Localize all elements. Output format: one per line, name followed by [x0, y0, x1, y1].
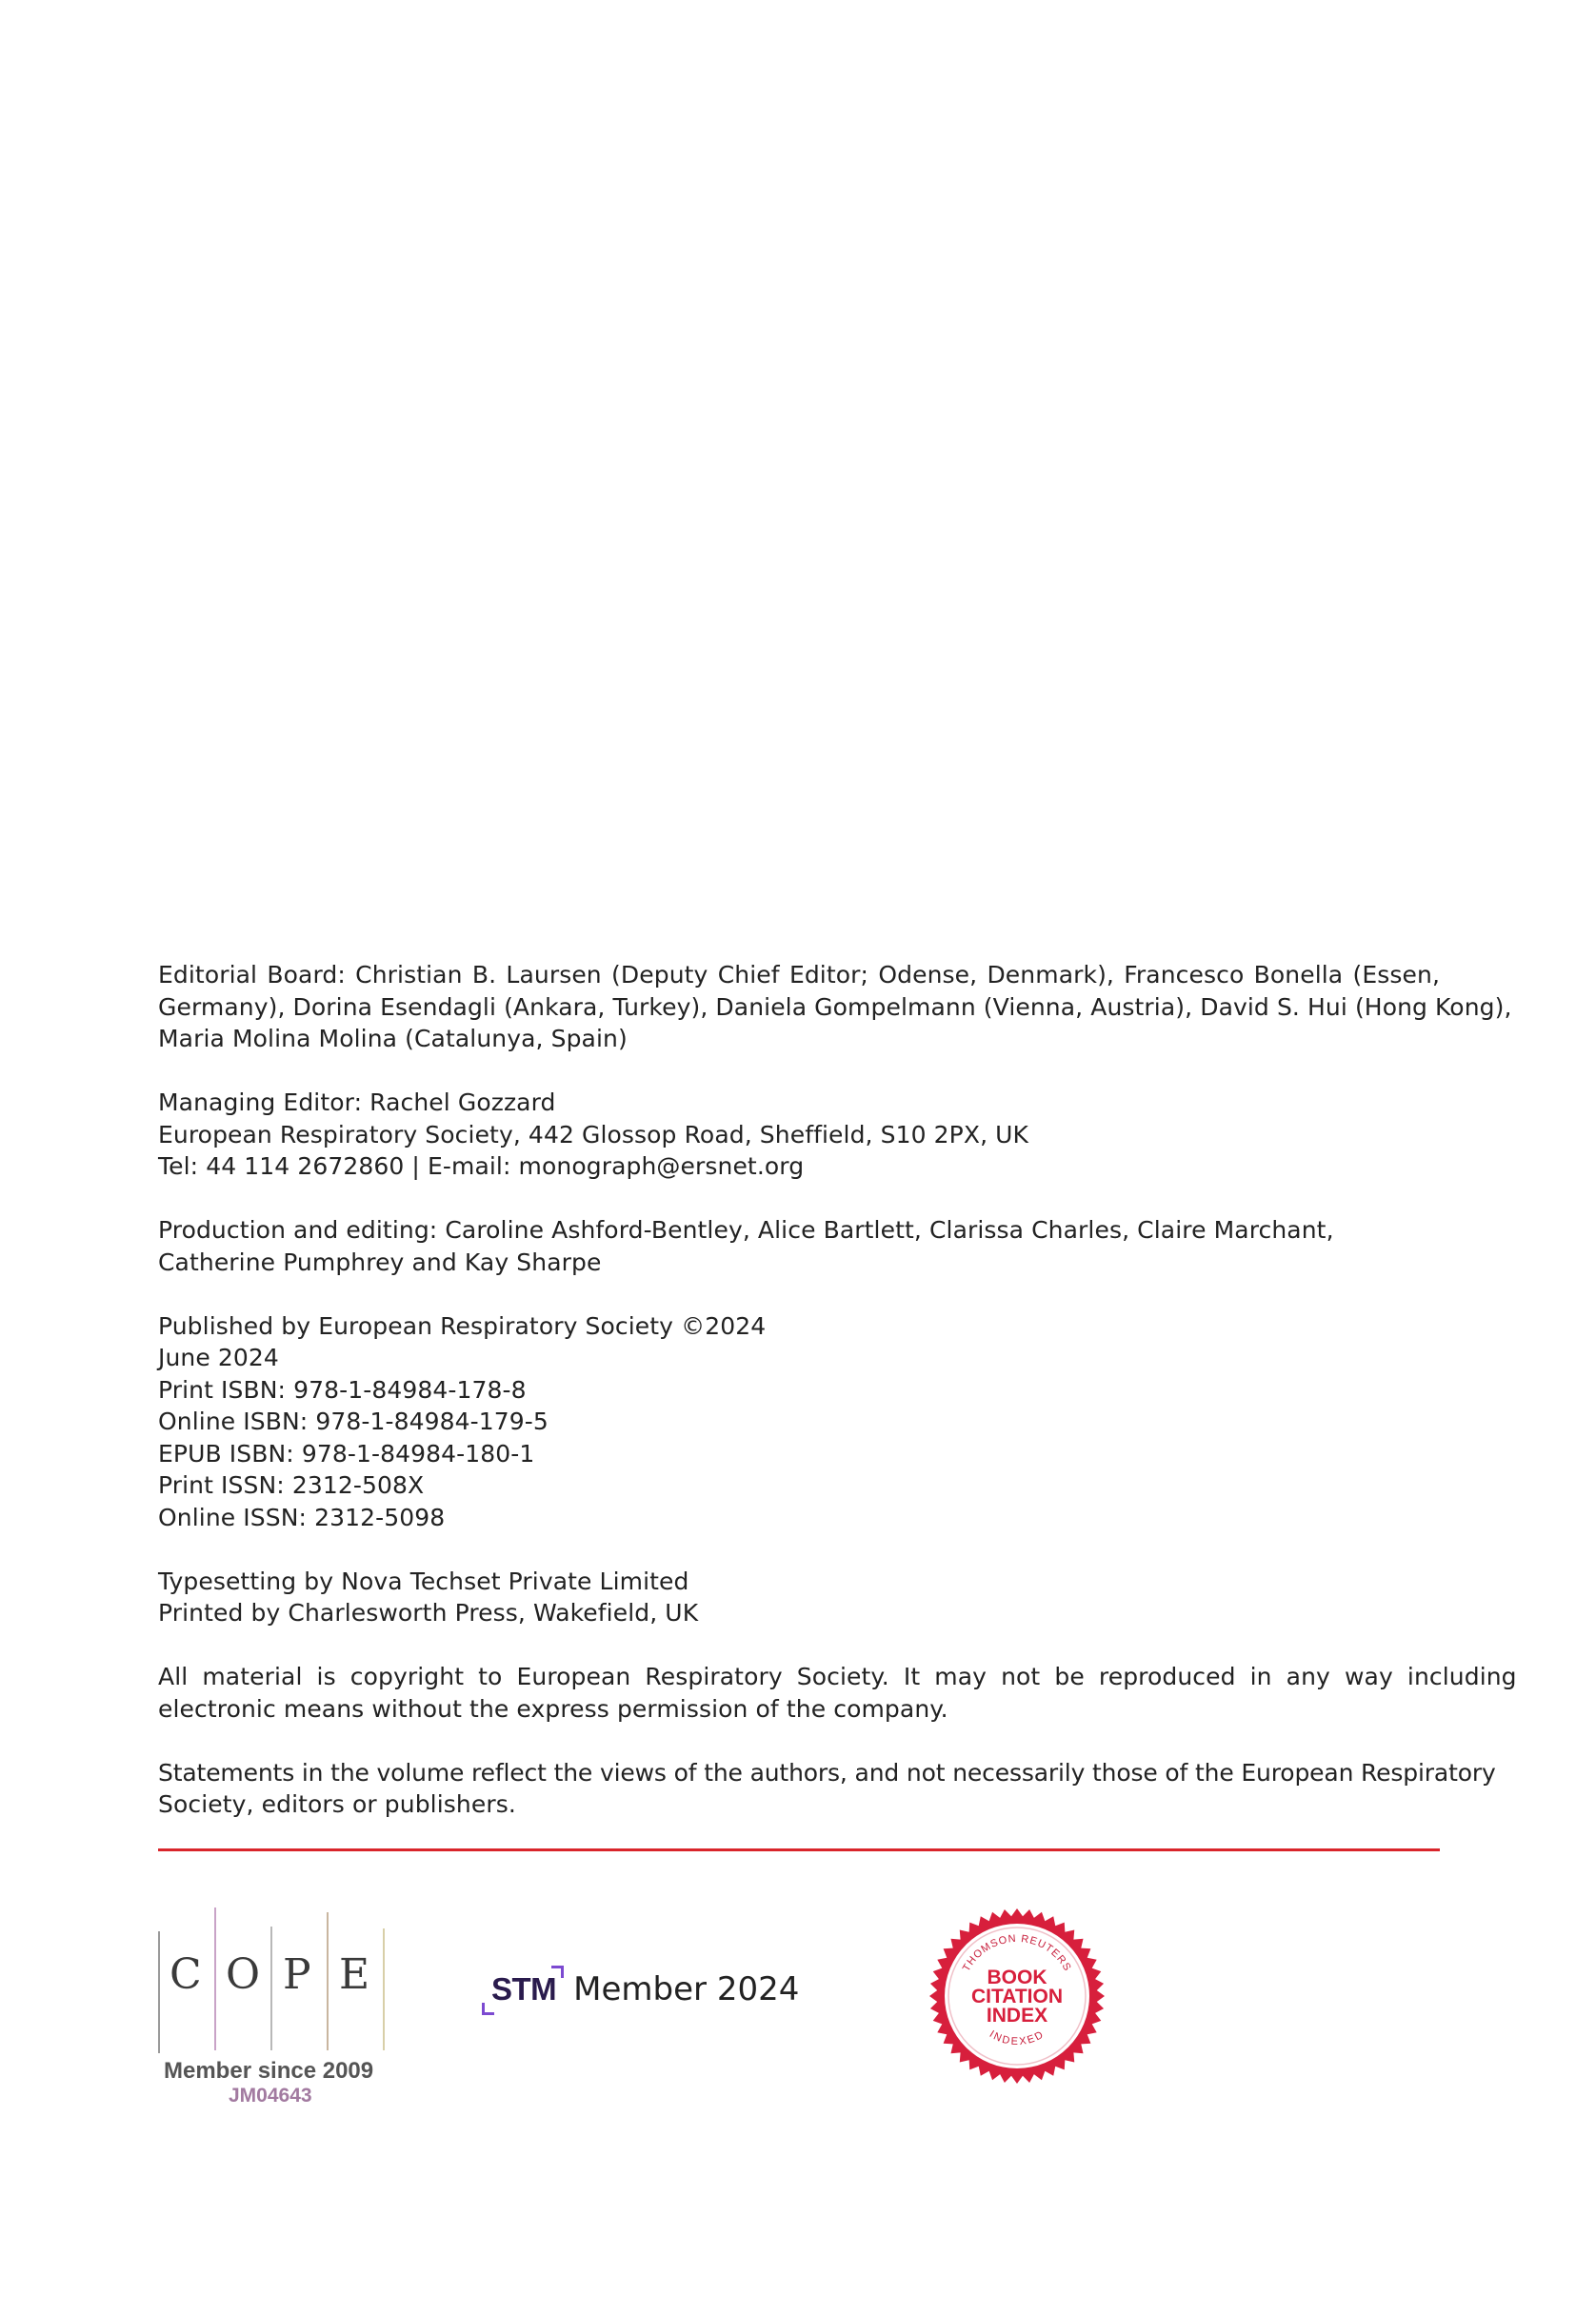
stm-mark-text: STM [491, 1971, 557, 2007]
published-by: Published by European Respiratory Society ©2024 [158, 1311, 767, 1340]
printer-credit: Printed by Charlesworth Press, Wakefield, UK [158, 1599, 699, 1627]
editorial-board [158, 959, 1512, 1055]
disclaimer-line: Statements in the volume reflect the views of the authors, and not necessarily those of the European Respiratory [158, 1758, 1496, 1787]
cope-logo [158, 1908, 406, 2117]
stm-logo [482, 1966, 799, 2013]
disclaimer [158, 1757, 1496, 1821]
seal-line-citation: CITATION [970, 1986, 1064, 2007]
seal-bottom-text: INDEXED [987, 2028, 1047, 2048]
stm-bracket-icon [551, 1966, 564, 1978]
copyright-line: electronic means without the express permission of the company. [158, 1694, 948, 1723]
production-line: Production and editing: Caroline Ashford-Bentley, Alice Bartlett, Clarissa Charles, Claire Marchant, [158, 1216, 1334, 1244]
cope-divider [383, 1928, 385, 2050]
copyright-notice [158, 1661, 1517, 1725]
contact-line: Tel: 44 114 2672860 | E-mail: monograph@ersnet.org [158, 1152, 805, 1180]
seal-badge-icon [928, 1908, 1106, 2085]
cope-divider [214, 1908, 216, 2050]
typesetting-credit: Typesetting by Nova Techset Private Limited [158, 1567, 689, 1595]
cope-wordmark [158, 1908, 387, 2050]
print-isbn: Print ISBN: 978-1-84984-178-8 [158, 1375, 527, 1404]
managing-editor-name: Managing Editor: Rachel Gozzard [158, 1089, 556, 1116]
seal-line-index: INDEX [986, 2005, 1048, 2027]
cope-divider [327, 1912, 329, 2050]
managing-editor [158, 1087, 1440, 1183]
society-address: European Respiratory Society, 442 Glossop Road, Sheffield, S10 2PX, UK [158, 1120, 1029, 1149]
cope-member-since: Member since 2009 [164, 2058, 374, 2084]
cope-divider [270, 1927, 272, 2050]
editorial-board-line: Germany), Dorina Esendagli (Ankara, Turkey), Daniela Gompelmann (Vienna, Austria), David S. Hui (Hong Kong), [158, 992, 1512, 1021]
production-credits [158, 1214, 1440, 1278]
online-issn: Online ISSN: 2312-5098 [158, 1503, 446, 1531]
cope-letter: O [226, 1950, 261, 1999]
cope-letter: E [339, 1950, 370, 1999]
copyright-line: All material is copyright to European Respiratory Society. It may not be reproduced in any way including [158, 1663, 1517, 1690]
stm-bracket-icon [482, 2003, 494, 2015]
red-divider [158, 1848, 1440, 1851]
seal-line-book: BOOK [987, 1967, 1047, 1988]
print-issn: Print ISSN: 2312-508X [158, 1471, 425, 1499]
stm-member-text: Member 2024 [573, 1970, 800, 2008]
disclaimer-line: Society, editors or publishers. [158, 1790, 516, 1818]
editorial-board-line: Maria Molina Molina (Catalunya, Spain) [158, 1025, 628, 1052]
epub-isbn: EPUB ISBN: 978-1-84984-180-1 [158, 1439, 535, 1468]
online-isbn: Online ISBN: 978-1-84984-179-5 [158, 1408, 549, 1435]
editorial-board-line: Editorial Board: Christian B. Laursen (Deputy Chief Editor; Odense, Denmark), Francesco Bonella (Essen, [158, 961, 1440, 989]
publication-date: June 2024 [158, 1344, 279, 1371]
imprint-text [158, 959, 1517, 1852]
cope-letter: P [283, 1950, 311, 1999]
seal-top-text: THOMSON REUTERS [960, 1932, 1074, 1974]
printing-credits [158, 1566, 1440, 1629]
stm-mark [482, 1971, 564, 2007]
cope-divider [158, 1931, 160, 2053]
book-citation-index-seal [928, 1908, 1106, 2085]
publication-details [158, 1310, 1440, 1534]
production-line: Catherine Pumphrey and Kay Sharpe [158, 1248, 602, 1276]
cope-member-code: JM04643 [229, 2085, 312, 2107]
cope-letter: C [170, 1950, 202, 1999]
